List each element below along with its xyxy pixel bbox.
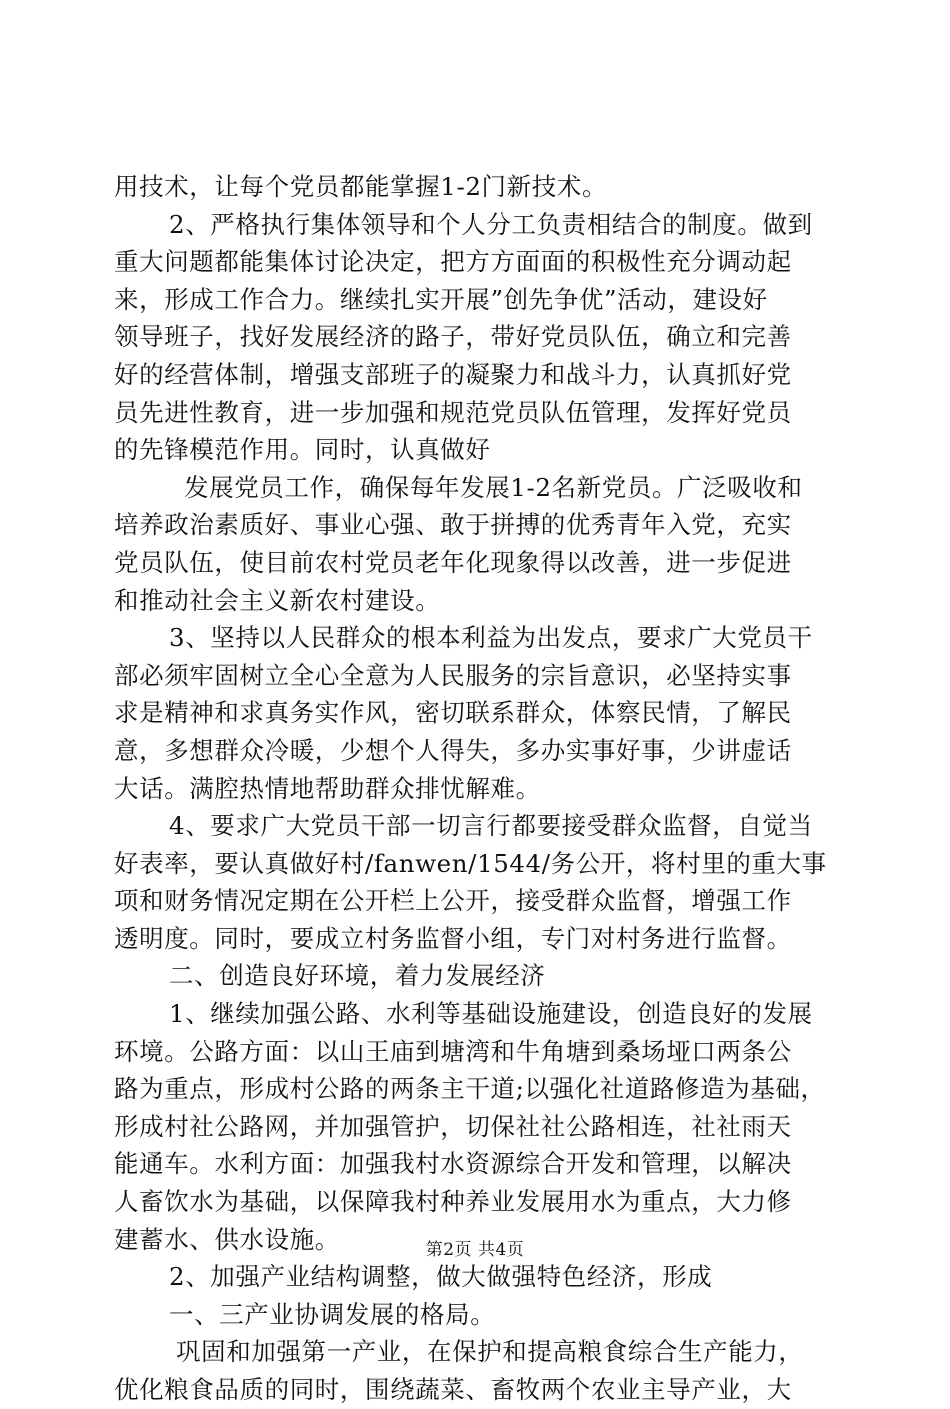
text-line: 2、加强产业结构调整，做大做强特色经济，形成 — [169, 1262, 713, 1292]
text-line: 4、要求广大党员干部一切言行都要接受群众监督，自觉当 — [169, 811, 813, 841]
text-line: 3、坚持以人民群众的根本利益为出发点，要求广大党员干 — [169, 623, 813, 653]
text-line: 好表率，要认真做好村/fanwen/1544/务公开，将村里的重大事 — [114, 848, 827, 878]
text-line: 好的经营体制，增强支部班子的凝聚力和战斗力，认真抓好党 — [114, 359, 792, 389]
text-line: 优化粮食品质的同时，围绕蔬菜、畜牧两个农业主导产业，大 — [114, 1375, 792, 1404]
section-heading: 二、创造良好环境，着力发展经济 — [169, 961, 546, 991]
text-line: 和推动社会主义新农村建设。 — [114, 585, 441, 615]
text-line: 求是精神和求真务实作风，密切联系群众，体察民情，了解民 — [114, 698, 792, 728]
text-line: 员先进性教育，进一步加强和规范党员队伍管理，发挥好党员 — [114, 397, 792, 427]
text-line: 环境。公路方面：以山王庙到塘湾和牛角塘到桑场垭口两条公 — [114, 1036, 792, 1066]
text-line: 培养政治素质好、事业心强、敢于拼搏的优秀青年入党，充实 — [114, 510, 792, 540]
text-line: 路为重点，形成村公路的两条主干道;以强化社道路修造为基础， — [114, 1074, 826, 1104]
page-number-footer: 第2页 共4页 — [425, 1240, 525, 1260]
text-line: 用技术，让每个党员都能掌握1-2门新技术。 — [114, 172, 608, 201]
text-line: 大话。满腔热情地帮助群众排忧解难。 — [114, 773, 541, 803]
text-line: 党员队伍，使目前农村党员老年化现象得以改善，进一步促进 — [114, 547, 792, 577]
text-line: 重大问题都能集体讨论决定，把方方面面的积极性充分调动起 — [114, 247, 792, 277]
text-line: 1、继续加强公路、水利等基础设施建设，创造良好的发展 — [169, 999, 813, 1029]
text-line: 2、严格执行集体领导和个人分工负责相结合的制度。做到 — [169, 209, 813, 239]
text-line: 意，多想群众冷暖，少想个人得失，多办实事好事，少讲虚话 — [114, 735, 792, 765]
text-line: 建蓄水、供水设施。 — [114, 1224, 340, 1254]
text-line: 透明度。同时，要成立村务监督小组，专门对村务进行监督。 — [114, 923, 792, 953]
text-line: 能通车。水利方面：加强我村水资源综合开发和管理，以解决 — [114, 1149, 792, 1179]
text-line: 项和财务情况定期在公开栏上公开，接受群众监督，增强工作 — [114, 886, 792, 916]
text-line: 发展党员工作，确保每年发展1-2名新党员。广泛吸收和 — [184, 472, 803, 502]
text-line: 巩固和加强第一产业，在保护和提高粮食综合生产能力， — [176, 1337, 804, 1367]
text-line: 一、三产业协调发展的格局。 — [169, 1299, 496, 1329]
text-line: 人畜饮水为基础，以保障我村种养业发展用水为重点，大力修 — [114, 1187, 792, 1217]
text-line: 来，形成工作合力。继续扎实开展”创先争优”活动，建设好 — [114, 284, 768, 314]
text-line: 形成村社公路网，并加强管护，切保社社公路相连，社社雨天 — [114, 1111, 792, 1141]
text-line: 的先锋模范作用。同时，认真做好 — [114, 435, 491, 465]
text-line: 领导班子，找好发展经济的路子，带好党员队伍，确立和完善 — [114, 322, 792, 352]
text-line: 部必须牢固树立全心全意为人民服务的宗旨意识，必坚持实事 — [114, 660, 792, 690]
document-body — [114, 168, 839, 1409]
